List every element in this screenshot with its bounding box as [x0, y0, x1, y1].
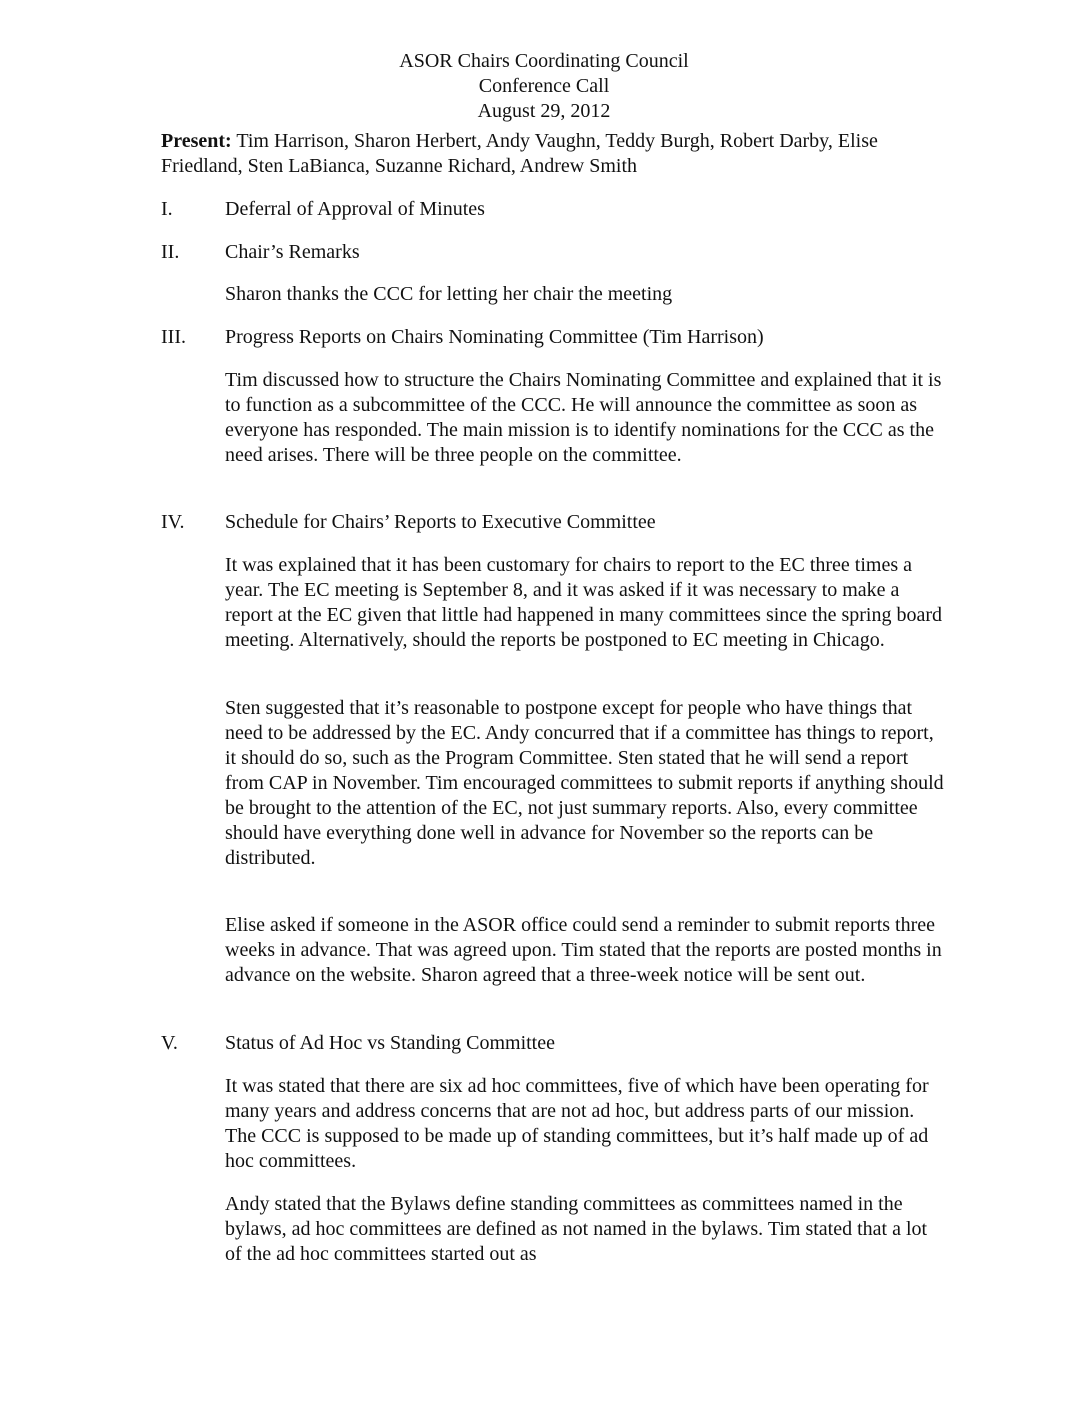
paragraph: Sharon thanks the CCC for letting her chair the meeting	[225, 283, 673, 305]
council-title: ASOR Chairs Coordinating Council	[399, 50, 689, 72]
section-number: I.	[161, 198, 173, 220]
section-title: Deferral of Approval of Minutes	[225, 198, 485, 220]
section-number: V.	[161, 1032, 178, 1054]
section-number: IV.	[161, 511, 185, 533]
section-title: Progress Reports on Chairs Nominating Committee (Tim Harrison)	[225, 326, 764, 348]
paragraph: Sten suggested that it’s reasonable to postpone except for people who have things that need to be addressed by the EC. Andy concurred that if a committee has things to report, it should do so, such as the Program Committee. Sten stated that he will send a report from CAP in November. Tim encouraged committees to submit reports if anything should be brought to the attention of the EC, not just summary reports. Also, every committee should have everything done well in advance for November so the reports can be distributed.	[225, 697, 944, 869]
meeting-date: August 29, 2012	[477, 100, 611, 122]
attendee-names: Tim Harrison, Sharon Herbert, Andy Vaughn, Teddy Burgh, Robert Darby, Elise Friedland, Sten LaBianca, Suzanne Richard, Andrew Smith	[161, 130, 878, 177]
paragraph: Andy stated that the Bylaws define standing committees as committees named in the bylaws, ad hoc committees are defined as not named in the bylaws. Tim stated that a lot of the ad hoc committees started out as	[225, 1193, 928, 1265]
meeting-type: Conference Call	[478, 75, 610, 97]
attendees-list	[161, 129, 961, 179]
paragraph: It was stated that there are six ad hoc committees, five of which have been operating for many years and address concerns that are not ad hoc, but address parts of our mission. The CCC is supposed to be made up of standing committees, but it’s half made up of ad hoc committees.	[225, 1075, 929, 1172]
section-title: Schedule for Chairs’ Reports to Executive Committee	[225, 511, 656, 533]
document-header	[0, 49, 1088, 124]
section-number: III.	[161, 326, 186, 348]
paragraph: Elise asked if someone in the ASOR office could send a reminder to submit reports three weeks in advance. That was agreed upon. Tim stated that the reports are posted months in advance on the website. Sharon agreed that a three-week notice will be sent out.	[225, 914, 942, 986]
section-title: Chair’s Remarks	[225, 241, 360, 263]
present-label: Present:	[161, 130, 232, 152]
paragraph: Tim discussed how to structure the Chairs Nominating Committee and explained that it is to function as a subcommittee of the CCC. He will announce the committee as soon as everyone has responded. The main mission is to identify nominations for the CCC as the need arises. There will be three people on the committee.	[225, 369, 942, 466]
section-title: Status of Ad Hoc vs Standing Committee	[225, 1032, 555, 1054]
section-number: II.	[161, 241, 180, 263]
paragraph: It was explained that it has been customary for chairs to report to the EC three times a year. The EC meeting is September 8, and it was asked if it was necessary to make a report at the EC given that little had happened in many committees since the spring board meeting. Alternatively, should the reports be postponed to EC meeting in Chicago.	[225, 554, 943, 651]
